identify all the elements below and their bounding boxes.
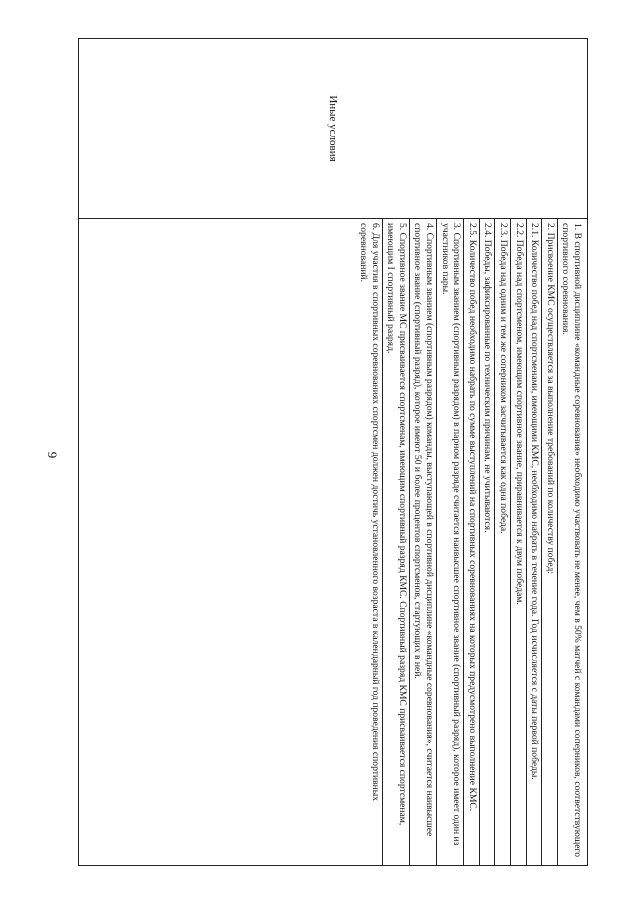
- condition-item: 2.2. Победа над спортсменом, имеющим спортивное звание, приравнивается к двум победам.: [510, 219, 526, 865]
- condition-item: 4. Спортивным званием (спортивным разрядом) команды, выступающей в спортивной дисциплине «командные соревнования», считается наивысшее спортивное звание (спортивный разряд), которое имеют 50 и более процентов спортсменов, стартующих в ней.: [409, 219, 436, 865]
- content-cell: [79, 219, 588, 866]
- condition-item: 1. В спортивной дисциплине «командные соревнования» необходимо участвовать не менее, чем в 50% матчей с командами соперников, соответствующего спортивного соревнования.: [557, 219, 584, 865]
- condition-item: 2.4. Победы, зафиксированные по техническим причинам, не учитываются.: [479, 219, 495, 865]
- condition-item: 2. Присвоение КМС осуществляется за выполнение требований по количеству побед:: [541, 219, 557, 865]
- condition-item: 6. Для участия в спортивных соревнованиях спортсмен должен достичь установленного возраста в календарный год проведения спортивных соревнований.: [358, 223, 381, 802]
- conditions-table: [78, 38, 588, 866]
- condition-item: 2.3. Победа над одним и тем же соперником засчитывается как одна победа.: [494, 219, 510, 865]
- condition-item: 2.1. Количество побед над спортсменами, имеющими КМС, необходимо набрать в течение года. Год исчисляется с даты первой победы.: [526, 219, 542, 865]
- rotated-table-wrapper: [78, 38, 588, 866]
- condition-item: 3. Спортивным званием (спортивным разрядом) в парном разряде считается наивысшее спортивное звание (спортивный разряд), которое имеет один из участников пары.: [436, 219, 463, 865]
- condition-item: 2.5. Количество побед необходимо набрать по сумме выступлений на спортивных соревнованиях на которых предусмотрено выполнение КМС.: [463, 219, 479, 865]
- label-cell: Иные условия: [79, 39, 588, 219]
- table-row: [79, 39, 588, 866]
- condition-item: 5. Спортивное звание МС присваивается спортсменам, имеющим спортивный разряд КМС. Спортивный разряд КМС присваивается спортсменам, имеющим I спортивный разряд.: [382, 219, 409, 865]
- page-number: 9: [45, 451, 60, 459]
